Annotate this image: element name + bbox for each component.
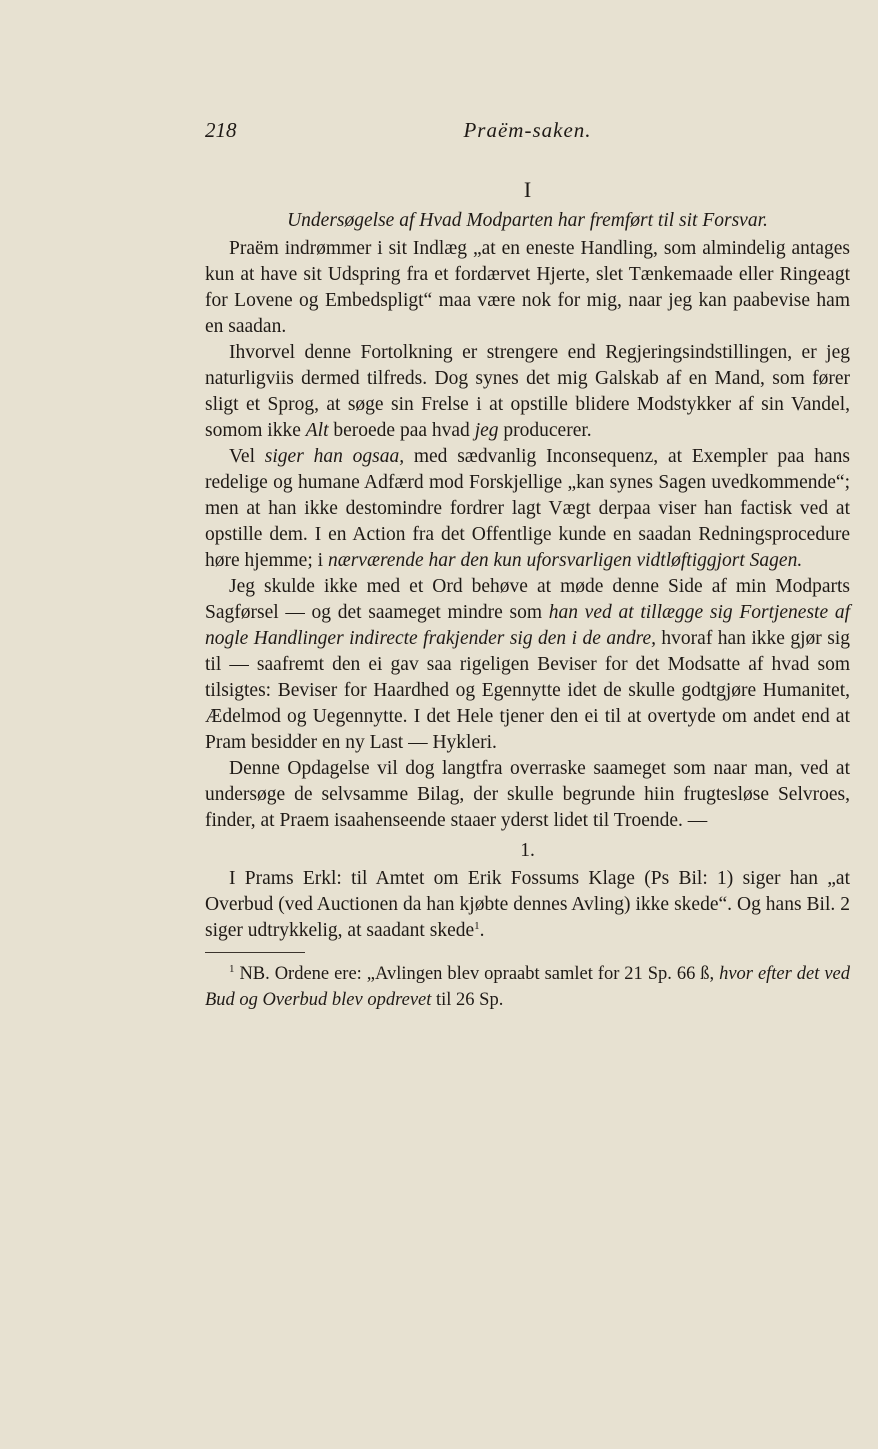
paragraph-2: Ihvorvel denne Fortolkning er strengere end Regjeringsindstillingen, er jeg naturligviis dermed tilfreds. Dog synes det mig Galskab af en Mand, som fører sligt et Sprog, at søge sin Frelse i at opstille blidere Modstykker af sin Vandel, somom ikke Alt beroede paa hvad jeg producerer. <box>205 342 850 441</box>
paragraph-3: Vel siger han ogsaa, med sædvanlig Inconsequenz, at Exempler paa hans redelige og humane Adfærd mod Forskjellige „kan synes Sagen uvedkommende“; men at han ikke destomindre fordrer lagt Vægt derpaa viser han factisk ved at opstille dem. I en Action fra det Offentlige kunde en saadan Redningsprocedure høre hjemme; i nærværende har den kun uforsvarligen vidtløftiggjort Sagen. <box>205 446 850 571</box>
section-title: Undersøgelse af Hvad Modparten har fremført til sit Forsvar. <box>287 210 768 231</box>
paragraph-1: Praëm indrømmer i sit Indlæg „at en eneste Handling, som almindelig antages kun at have sit Udspring fra et fordærvet Hjerte, slet Tænkemaade eller Ringeagt for Lovene og Embedspligt“ maa være nok for mig, naar jeg kan paabevise ham en saadan. <box>205 238 850 337</box>
body-text <box>205 172 850 1013</box>
running-title: Praëm-saken. <box>463 118 592 142</box>
footnote-reference: 1 <box>474 920 480 932</box>
page-number: 218 <box>205 118 237 142</box>
footnote-divider <box>205 952 305 953</box>
footnote-mark: 1 <box>229 963 235 975</box>
paragraph-4: Jeg skulde ikke med et Ord behøve at møde denne Side af min Modparts Sagførsel — og det saameget mindre som han ved at tillægge sig Fortjeneste af nogle Handlinger indirecte frakjender sig den i de andre, hvoraf han ikke gjør sig til — saafremt den ei gav saa rigeligen Beviser for det Modsatte af hvad som tilsigtes: Beviser for Haardhed og Egennytte idet de skulle godtgjøre Humanitet, Ædelmod og Uegennytte. I det Hele tjener den ei til at overtyde om andet end at Pram besidder en ny Last — Hykleri. <box>205 576 851 753</box>
page-header <box>205 118 850 148</box>
paragraph-5: Denne Opdagelse vil dog langtfra overraske saameget som naar man, ved at undersøge de selvsamme Bilag, der skulle begrunde hiin frugtesløse Selvroes, finder, at Praem isaahenseende staaer yderst lidet til Troende. — <box>205 758 850 831</box>
paragraph-6: I Prams Erkl: til Amtet om Erik Fossums Klage (Ps Bil: 1) siger han „at Overbud (ved Auctionen da han kjøbte dennes Avling) ikke skede“. Og hans Bil. 2 siger udtrykkelig, at saadant skede$^1$. <box>205 868 850 941</box>
section-number: I <box>523 177 532 202</box>
subsection-number: 1. <box>520 840 535 861</box>
footnote: $^1$ NB. Ordene ere: „Avlingen blev opraabt samlet for 21 Sp. 66 ß, hvor efter det ved Bud og Overbud blev opdrevet til 26 Sp. <box>205 963 850 1010</box>
